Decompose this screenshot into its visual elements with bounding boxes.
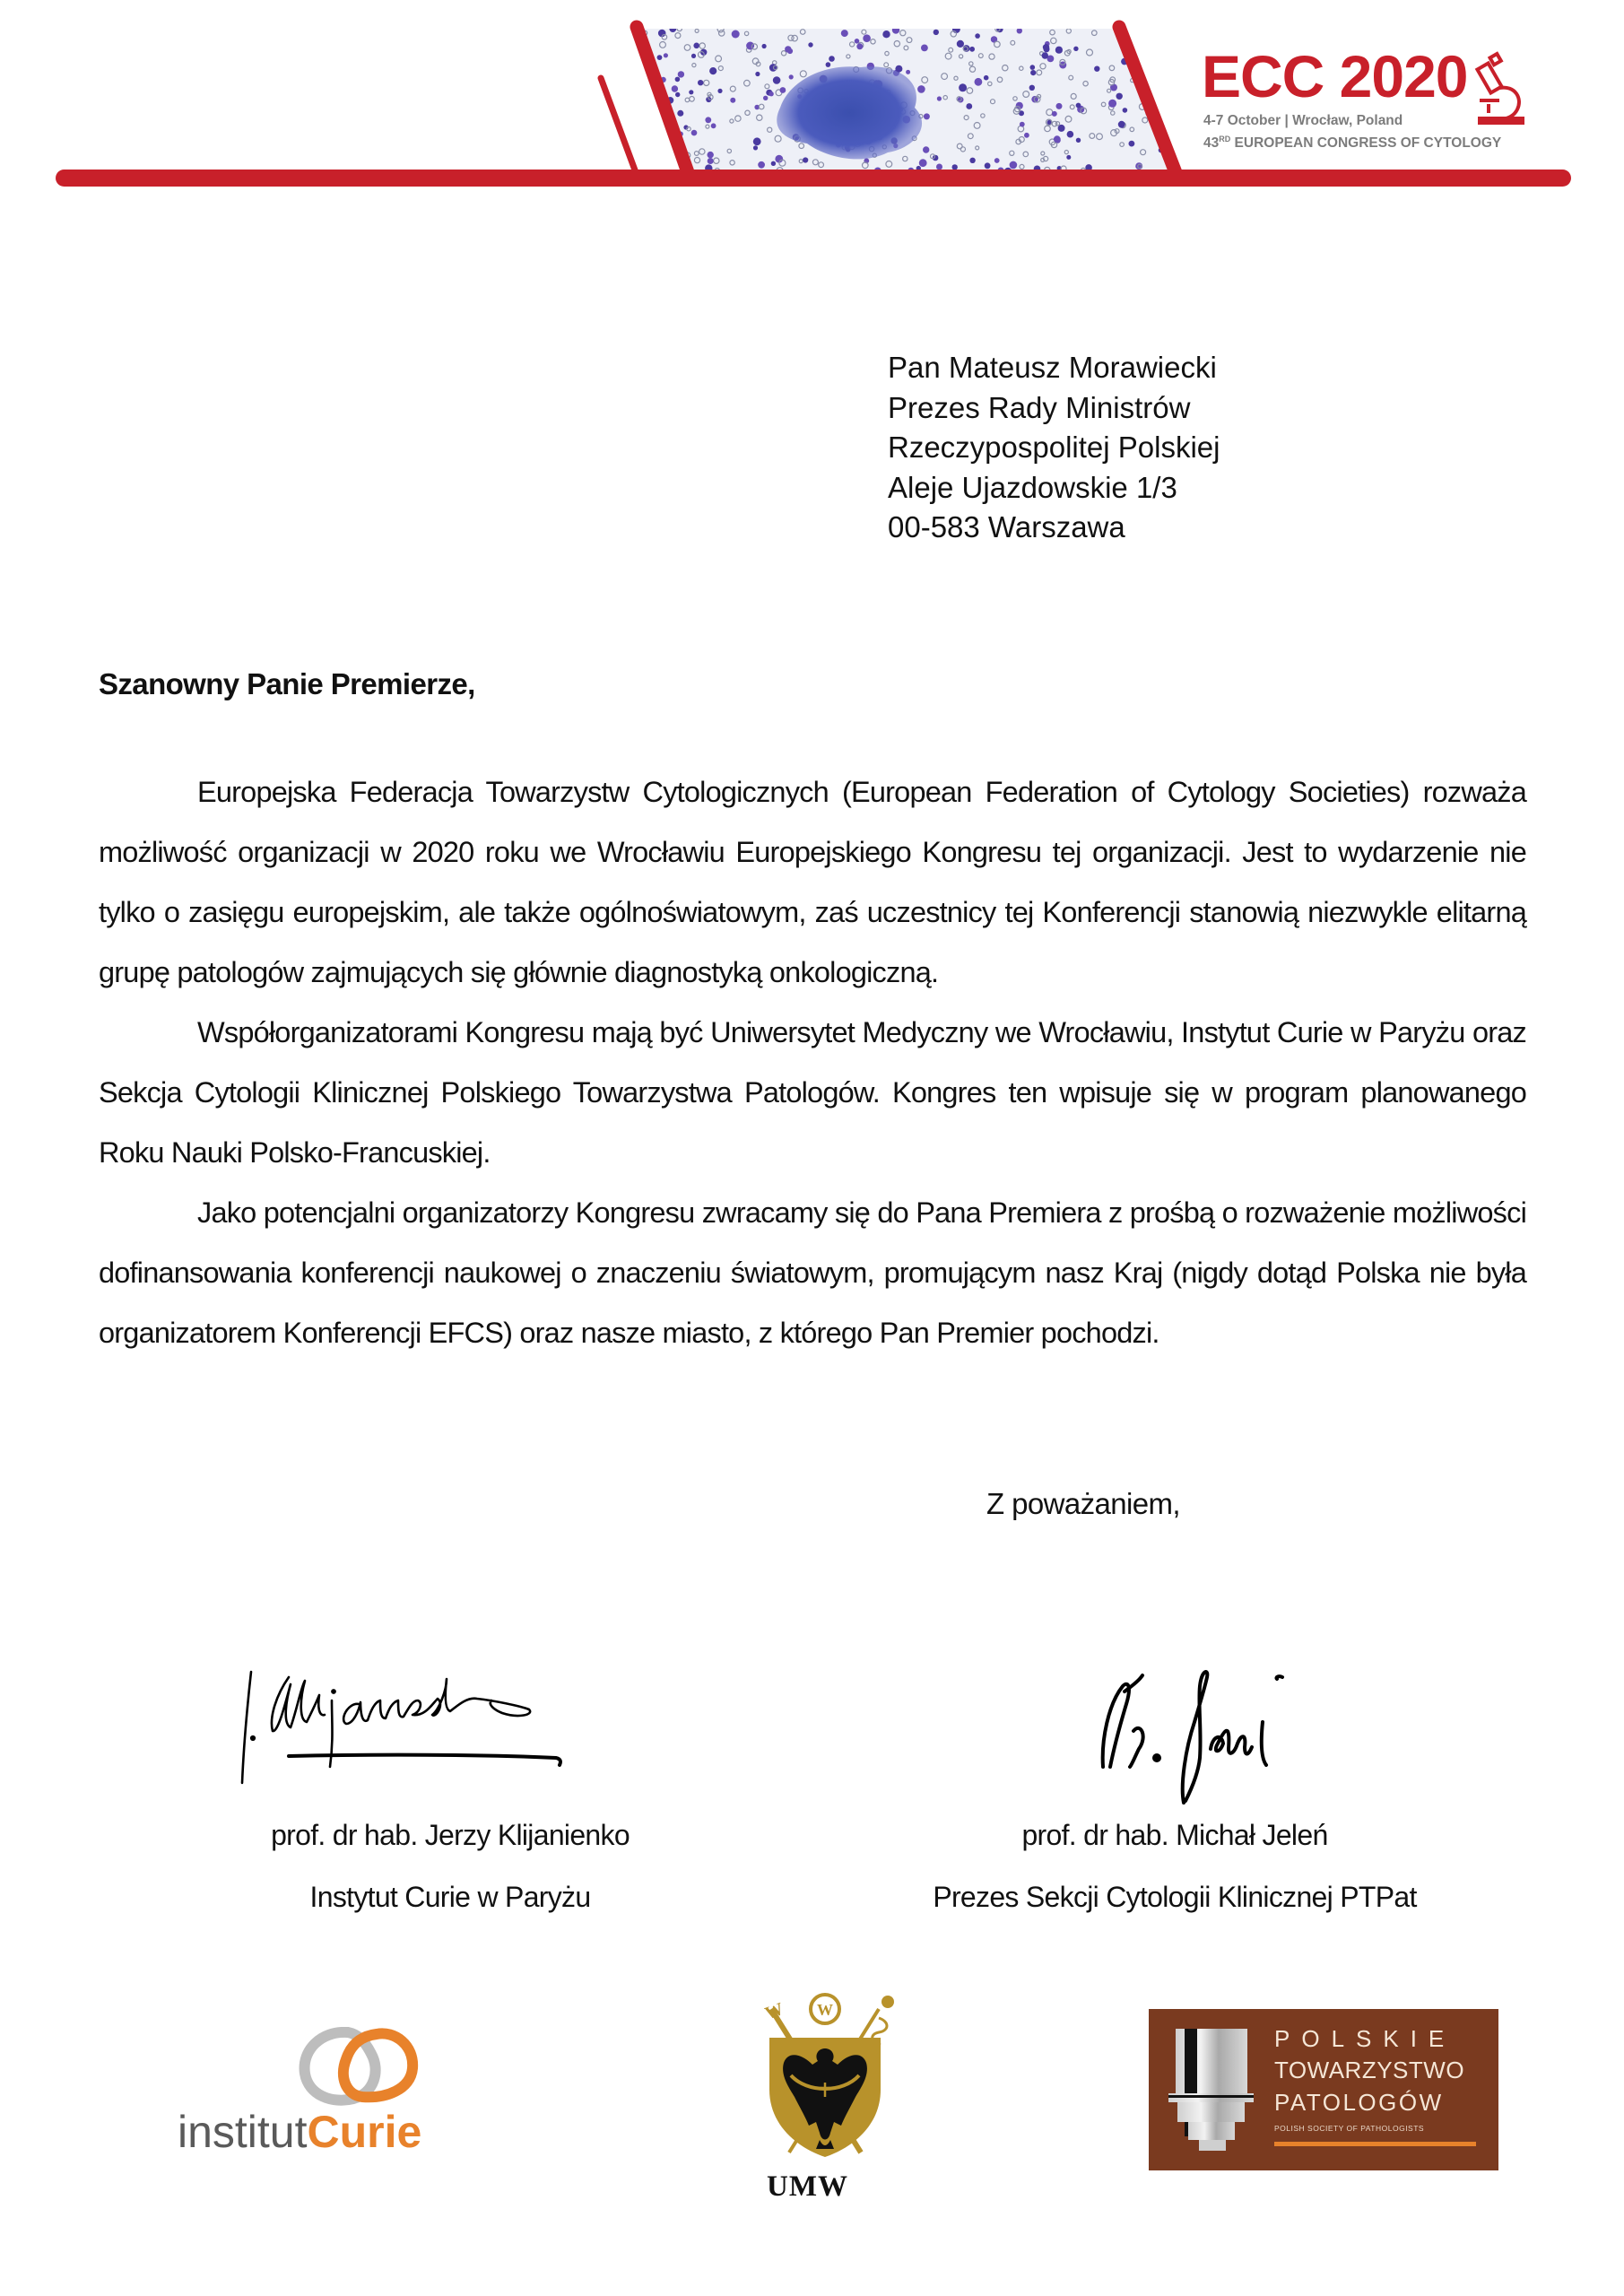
curie-wordmark-curie: Curie	[307, 2107, 422, 2157]
cell	[708, 158, 714, 164]
cell	[1042, 52, 1048, 58]
signatory-2-title: Prezes Sekcji Cytologii Klinicznej PTPat	[933, 1881, 1417, 1913]
cell	[1024, 133, 1029, 138]
cell	[677, 110, 683, 117]
cell	[919, 159, 927, 167]
cell	[975, 78, 983, 86]
cell	[669, 25, 676, 32]
cell	[1145, 27, 1150, 31]
cell	[753, 145, 758, 150]
cell	[645, 95, 648, 99]
ecc-congress-name: EUROPEAN CONGRESS OF CYTOLOGY	[1230, 135, 1502, 152]
cell	[773, 76, 781, 84]
cell	[689, 90, 693, 94]
cell	[1029, 85, 1035, 91]
cell	[1176, 117, 1180, 122]
cell	[924, 113, 930, 119]
cell	[758, 161, 765, 169]
cell	[1076, 103, 1081, 109]
cell	[829, 56, 835, 62]
cell	[672, 158, 676, 162]
cell	[632, 75, 636, 79]
cell	[975, 33, 980, 39]
cell	[691, 54, 696, 58]
cell	[1067, 131, 1074, 138]
recipient-address	[888, 348, 1220, 548]
svg-text:W: W	[762, 1998, 786, 2024]
cell	[657, 55, 663, 60]
cell	[658, 152, 664, 158]
signatory-1-title: Instytut Curie w Paryżu	[309, 1881, 591, 1913]
cell	[675, 77, 681, 83]
signature-klijanienko	[233, 1668, 664, 1794]
cell	[803, 157, 808, 162]
ptp-line-2: TOWARZYSTWO	[1274, 2057, 1465, 2083]
cell	[1171, 63, 1178, 70]
cell	[709, 67, 716, 74]
cell	[1142, 54, 1146, 57]
cell	[785, 46, 791, 52]
cell	[1169, 91, 1177, 99]
svg-text:W: W	[817, 2001, 833, 2019]
cell	[637, 83, 641, 88]
cell	[730, 98, 735, 103]
paragraph: Jako potencjalni organizatorzy Kongresu zwracamy się do Pana Premiera z prośbą o rozważenie możliwości dofinansowania konferencji naukowej o znaczeniu światowym, promującym nasz Kraj (nigdy dotąd Polska nie była organizatorem Konferencji EFCS) oraz nasze miasto, z którego Pan Premier pochodzi.	[99, 1196, 1526, 1349]
cell	[882, 30, 890, 38]
cell	[698, 80, 703, 85]
cell	[1030, 70, 1036, 75]
cell	[969, 158, 975, 163]
cell	[1173, 93, 1177, 98]
cell	[637, 72, 640, 75]
ecc-congress-suffix: RD	[1219, 135, 1231, 144]
cell	[994, 158, 1000, 163]
cell	[1142, 58, 1149, 65]
umw-wordmark: UMW	[767, 2170, 848, 2203]
microscope-objective-icon	[1168, 2029, 1263, 2154]
cell	[626, 91, 630, 96]
cell	[1076, 138, 1081, 143]
cell	[641, 98, 647, 103]
letter-body	[99, 762, 1526, 1363]
cell	[1138, 51, 1143, 57]
cell	[675, 92, 680, 97]
ptp-line-1: POLSKIE	[1274, 2025, 1456, 2052]
cytology-slide-image	[626, 25, 1185, 179]
cell	[711, 123, 716, 128]
cell	[650, 140, 654, 144]
cell	[641, 103, 647, 109]
curie-wordmark	[178, 2107, 422, 2157]
slide-accent-bar	[601, 78, 637, 175]
cell	[826, 62, 831, 67]
cell	[1164, 49, 1168, 54]
cell	[1159, 89, 1165, 95]
ptp-logo	[1149, 2009, 1498, 2170]
cell	[628, 39, 634, 46]
cell	[906, 70, 910, 74]
cell	[1159, 95, 1163, 100]
cell	[1073, 47, 1078, 51]
ecc-logo-congress	[1203, 135, 1501, 152]
cell	[645, 146, 649, 151]
signatory-1-name: prof. dr hab. Jerzy Klijanienko	[271, 1819, 630, 1851]
recipient-line: Aleje Ujazdowskie 1/3	[888, 470, 1177, 504]
cell	[966, 103, 972, 109]
cell	[672, 85, 678, 91]
recipient-line: Prezes Rady Ministrów	[888, 390, 1191, 424]
curie-wordmark-institut: institut	[178, 2107, 308, 2157]
cell	[985, 162, 991, 169]
cell	[693, 43, 699, 49]
cell	[1176, 128, 1180, 133]
cell	[1010, 161, 1018, 170]
cell	[630, 135, 635, 140]
cell	[769, 91, 773, 96]
cell	[708, 152, 714, 158]
cell	[856, 43, 863, 49]
cell	[763, 96, 768, 100]
cell	[923, 146, 929, 152]
ecc-congress-number: 43	[1203, 135, 1220, 152]
cell	[664, 53, 668, 57]
cell	[780, 87, 786, 93]
ptp-orange-rule	[1274, 2142, 1476, 2146]
cell	[952, 164, 958, 170]
cell	[934, 30, 939, 35]
cell	[755, 72, 760, 76]
ecc-logo-title: ECC 2020	[1202, 43, 1468, 109]
cell	[1118, 121, 1125, 128]
umw-crest-icon	[744, 1982, 906, 2161]
cell	[1174, 104, 1179, 109]
cell	[936, 164, 942, 170]
recipient-line: Pan Mateusz Morawiecki	[888, 351, 1217, 384]
cell	[933, 155, 939, 161]
cell	[984, 75, 989, 81]
cell	[1030, 65, 1036, 70]
cell	[1163, 115, 1168, 120]
cell	[1052, 111, 1057, 117]
cell	[808, 42, 812, 47]
paragraph: Europejska Federacja Towarzystw Cytologicznych (European Federation of Cytology Societies) rozważa możliwość organizacji w 2020 roku we Wrocławiu Europejskiego Kongresu tej organizacji. Jest to wydarzenie nie tylko o zasięgu europejskim, ale także ogólnoświatowym, zaś uczestnicy tej Konferencji stanowią niezwykle elitarną grupę patologów zajmujących się głównie diagnostyką onkologiczną.	[99, 776, 1526, 988]
cell	[1157, 27, 1162, 32]
cell	[1116, 93, 1123, 100]
cell	[630, 86, 634, 91]
cell	[1066, 155, 1071, 160]
cell	[969, 47, 975, 52]
cell	[921, 45, 928, 52]
ecc-logo-dates: 4-7 October | Wrocław, Poland	[1203, 113, 1403, 128]
cell	[652, 135, 656, 140]
ptp-line-4: POLISH SOCIETY OF PATHOLOGISTS	[1274, 2124, 1425, 2133]
cell	[841, 30, 848, 37]
cell	[753, 137, 761, 145]
header-red-bar	[56, 170, 1571, 187]
cell	[626, 52, 631, 57]
cell	[656, 129, 664, 136]
cell	[1149, 48, 1154, 53]
salutation: Szanowny Panie Premierze,	[99, 667, 475, 700]
cell	[1129, 141, 1135, 147]
signatory-2-name: prof. dr hab. Michał Jeleń	[1021, 1819, 1328, 1851]
cell	[863, 34, 871, 42]
cell	[1054, 135, 1061, 143]
cell	[1017, 28, 1022, 33]
cell	[1152, 81, 1158, 86]
cell	[691, 130, 698, 136]
cell	[892, 26, 899, 33]
cell	[1108, 100, 1116, 108]
cell	[637, 103, 643, 109]
recipient-line: Rzeczypospolitej Polskiej	[888, 430, 1220, 464]
cell	[771, 161, 776, 166]
cell	[959, 83, 967, 91]
closing: Z poważaniem,	[986, 1487, 1180, 1520]
cell	[628, 115, 632, 119]
ptp-line-3: PATOLOGÓW	[1274, 2089, 1444, 2116]
cell	[1056, 103, 1063, 109]
cell	[678, 71, 684, 77]
letterhead	[0, 0, 1624, 215]
cell	[1055, 47, 1063, 54]
cell	[732, 30, 740, 39]
cell	[1020, 122, 1025, 127]
cell	[705, 117, 711, 123]
cell	[1170, 118, 1175, 123]
cell	[762, 44, 767, 48]
cell	[1043, 44, 1049, 50]
cell	[1134, 43, 1140, 48]
microscope-icon	[1477, 54, 1523, 123]
cell	[917, 85, 925, 93]
cell	[1150, 83, 1156, 89]
cell	[1169, 78, 1176, 84]
cell	[1123, 108, 1128, 113]
cell	[789, 74, 794, 79]
cell	[717, 89, 722, 93]
curie-rings-icon	[296, 2027, 421, 2108]
cell	[1094, 66, 1099, 72]
cell	[937, 96, 942, 100]
signature-jelen	[1076, 1650, 1291, 1812]
cell	[655, 152, 659, 157]
recipient-line: 00-583 Warszawa	[888, 510, 1125, 544]
paragraph: Współorganizatorami Kongresu mają być Uniwersytet Medyczny we Wrocławiu, Instytut Curie w Paryżu oraz Sekcja Cytologii Klinicznej Polskiego Towarzystwa Patologów. Kongres ten wpisuje się w program planowanego Roku Nauki Polsko-Francuskiej.	[99, 1016, 1526, 1169]
cell	[957, 40, 964, 48]
cell	[636, 64, 640, 68]
cell	[641, 131, 646, 135]
cell	[1164, 43, 1170, 49]
cell	[634, 139, 639, 144]
